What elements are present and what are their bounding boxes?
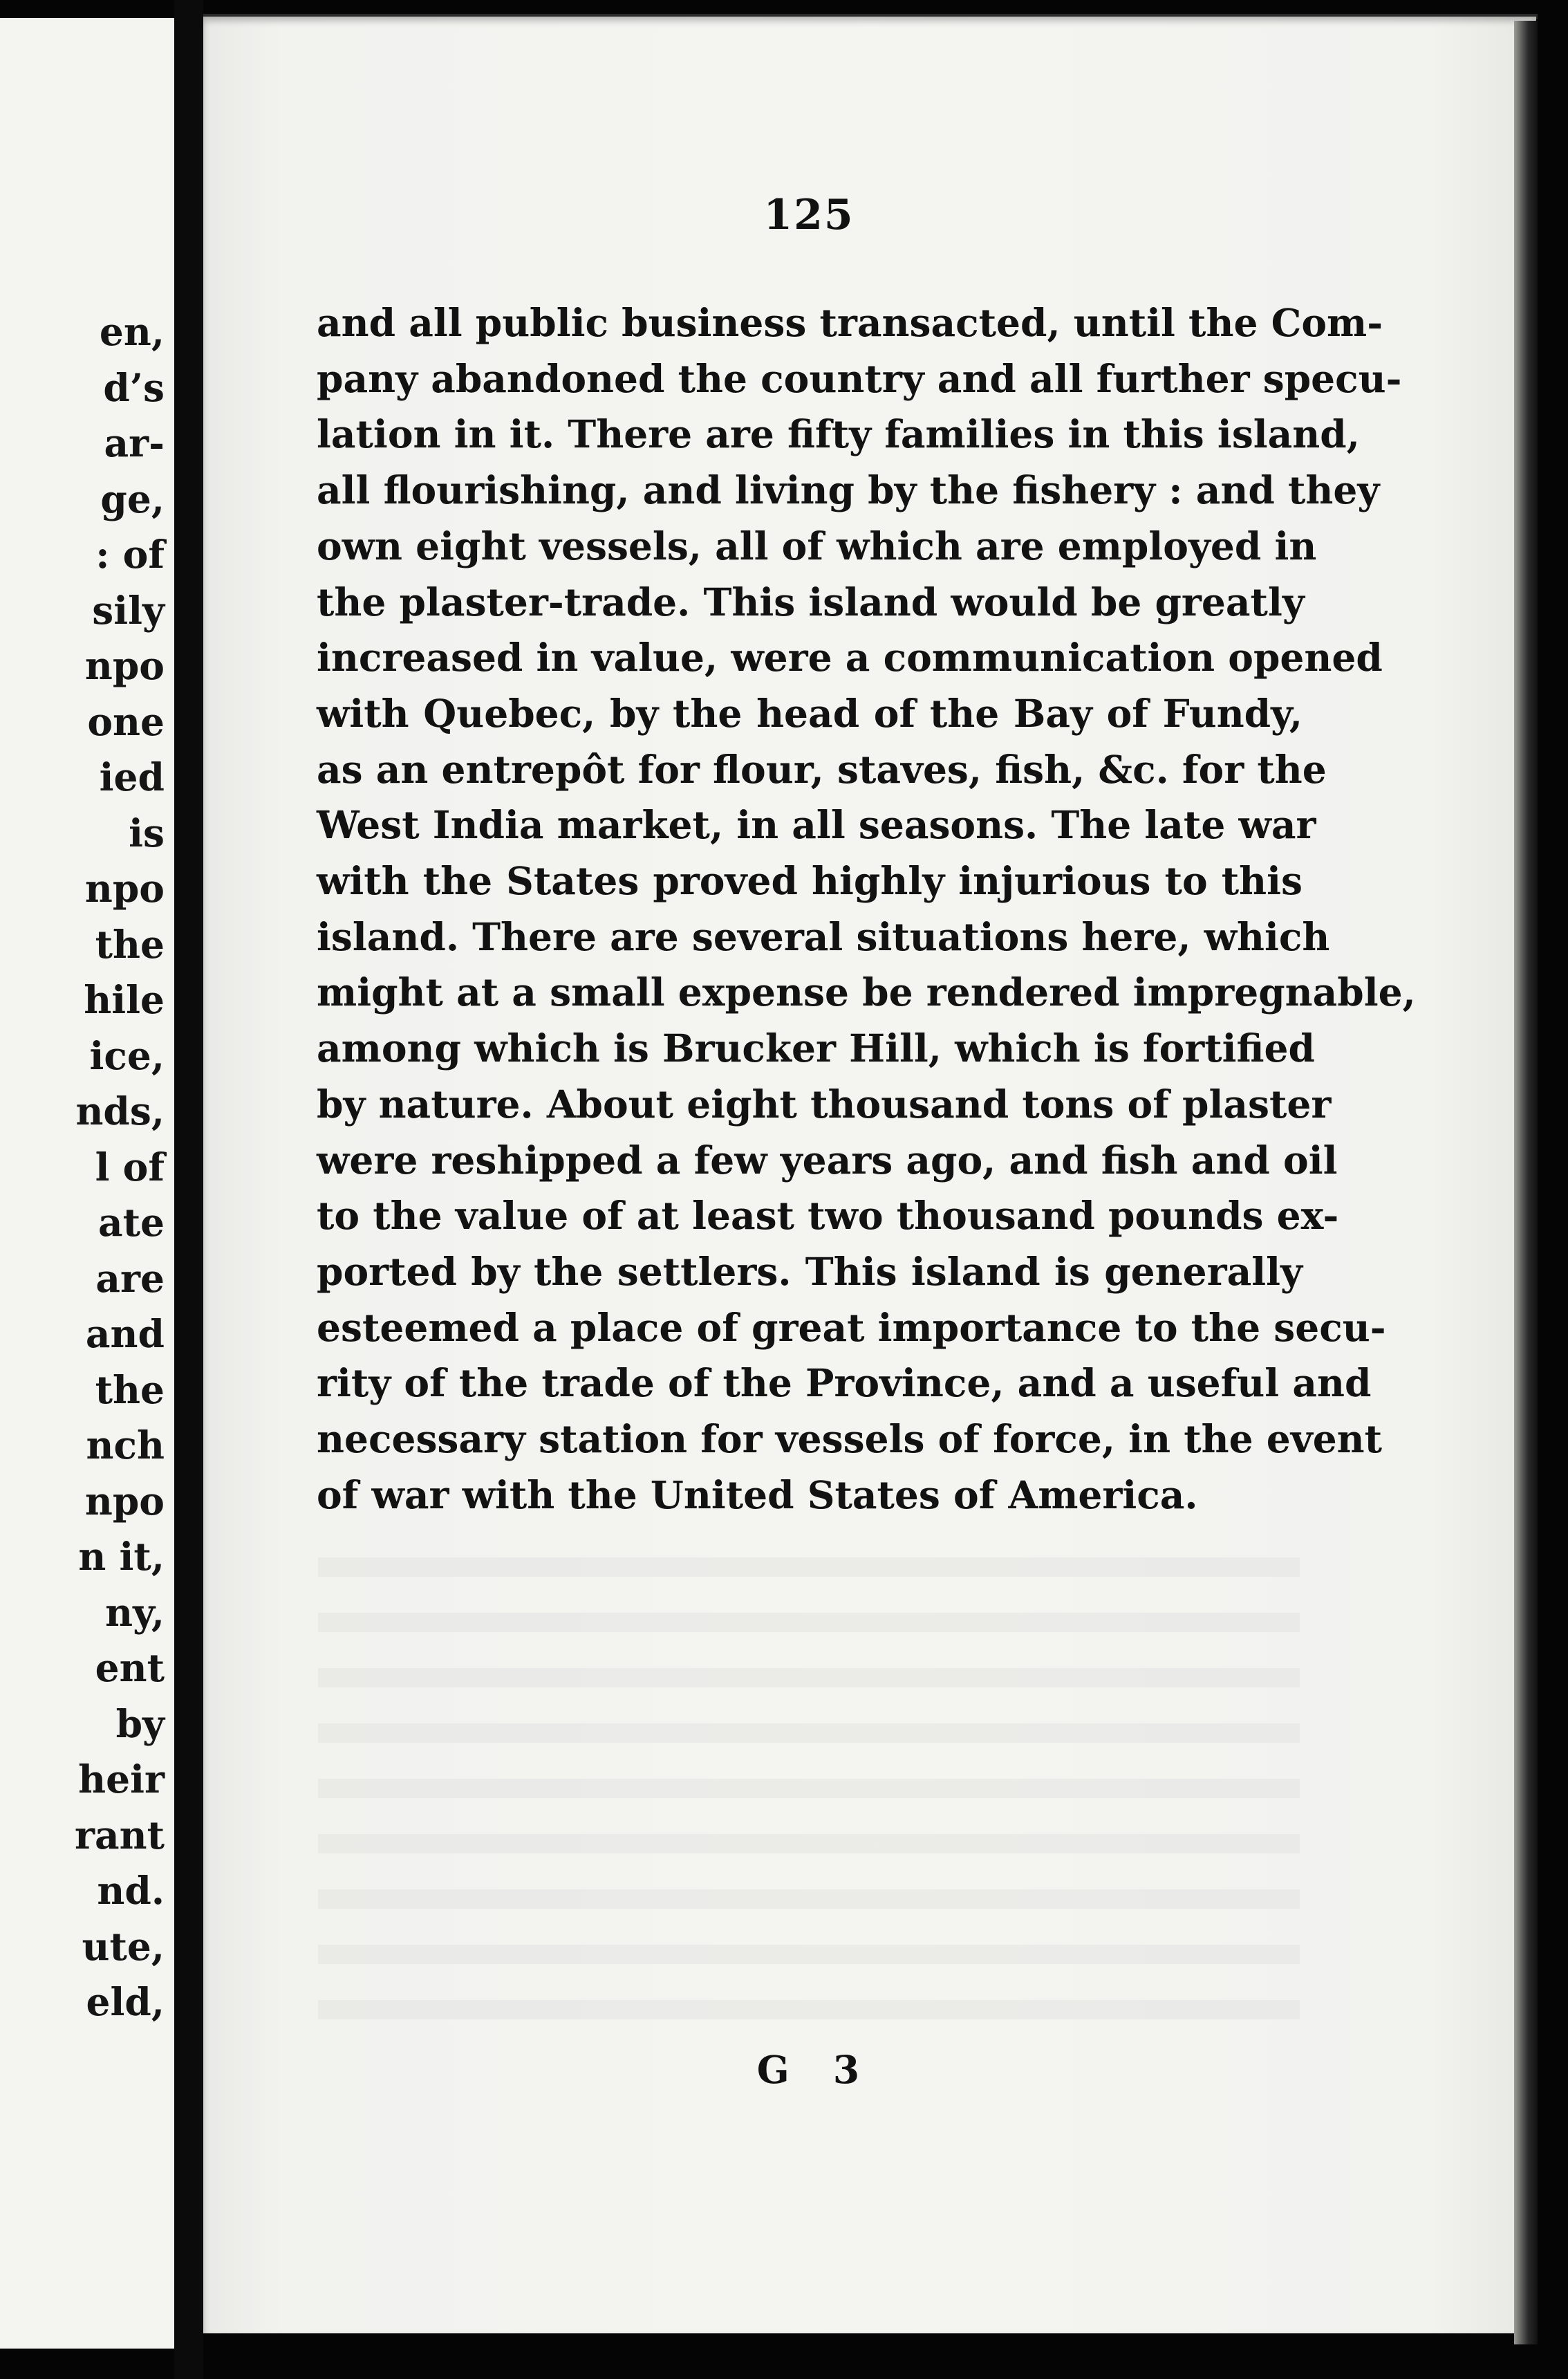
text-line: n it, (78, 1534, 165, 1579)
text-line: ported by the settlers. This island is generally (317, 1248, 1303, 1294)
text-line: ice, (89, 1033, 165, 1078)
text-line: were reshipped a few years ago, and fish and oil (317, 1137, 1338, 1183)
text-line: : of (95, 532, 165, 577)
facing-page-text (75, 304, 165, 2030)
text-line: the (95, 921, 165, 967)
book-gutter (174, 0, 203, 2379)
text-line: with Quebec, by the head of the Bay of Fundy, (317, 690, 1303, 736)
text-line: might at a small expense be rendered impregnable, (317, 970, 1416, 1015)
facing-page (0, 18, 174, 2349)
text-line: hile (84, 977, 165, 1022)
text-line: island. There are several situations here, which (317, 914, 1330, 959)
text-line: all flourishing, and living by the fishery : and they (317, 468, 1380, 513)
text-line: one (87, 698, 165, 744)
text-line: by nature. About eight thousand tons of plaster (317, 1081, 1332, 1127)
text-line: pany abandoned the country and all further specu- (317, 355, 1402, 401)
text-line: and all public business transacted, until the Com- (317, 300, 1383, 345)
text-line: esteemed a place of great importance to the secu- (317, 1304, 1386, 1350)
text-line: are (95, 1255, 165, 1301)
text-line: ate (97, 1200, 165, 1245)
text-line: increased in value, were a communication opened (317, 635, 1383, 681)
text-line: nds, (75, 1089, 165, 1133)
text-line: West India market, in all seasons. The late war (317, 802, 1316, 848)
text-line: eld, (86, 1979, 165, 2024)
text-line: and (85, 1311, 165, 1356)
text-line: npo (84, 1478, 165, 1524)
text-line: the plaster-trade. This island would be greatly (317, 579, 1305, 624)
body-paragraph (317, 295, 1416, 1523)
text-line: lation in it. There are fifty families in this island, (317, 411, 1360, 457)
text-line: rity of the trade of the Province, and a useful and (317, 1360, 1372, 1406)
bleed-through-shadow (318, 1521, 1300, 2019)
text-line: ge, (100, 476, 165, 521)
text-line: among which is Brucker Hill, which is fortified (317, 1026, 1315, 1071)
text-line: own eight vessels, all of which are employed in (317, 523, 1317, 568)
text-line: to the value of at least two thousand pounds ex- (317, 1193, 1339, 1239)
text-line: npo (84, 643, 165, 688)
signature-mark: G 3 (756, 2047, 875, 2092)
text-line: heir (78, 1757, 165, 1802)
text-line: sily (92, 587, 165, 633)
text-line: of war with the United States of America. (317, 1472, 1198, 1517)
text-line: nch (86, 1423, 165, 1468)
text-line: necessary station for vessels of force, in the event (317, 1416, 1383, 1462)
text-line: with the States proved highly injurious to this (317, 858, 1303, 904)
text-line: by (115, 1701, 165, 1746)
page-edge (1514, 21, 1538, 2344)
page-number: 125 (763, 191, 855, 239)
text-line: l of (95, 1144, 165, 1190)
text-line: ute, (82, 1923, 165, 1969)
text-line: ar- (104, 420, 165, 465)
text-line: is (129, 810, 165, 855)
text-line: the (95, 1367, 165, 1412)
text-line: npo (84, 866, 165, 911)
text-line: as an entrepôt for flour, staves, fish, &c. for the (317, 746, 1327, 792)
text-line: nd. (97, 1868, 165, 1913)
text-line: ent (95, 1645, 165, 1690)
text-line: d’s (103, 364, 165, 410)
text-line: rant (74, 1812, 165, 1858)
text-line: ny, (105, 1589, 165, 1635)
text-line: ied (99, 755, 165, 799)
text-line: en, (99, 309, 165, 354)
